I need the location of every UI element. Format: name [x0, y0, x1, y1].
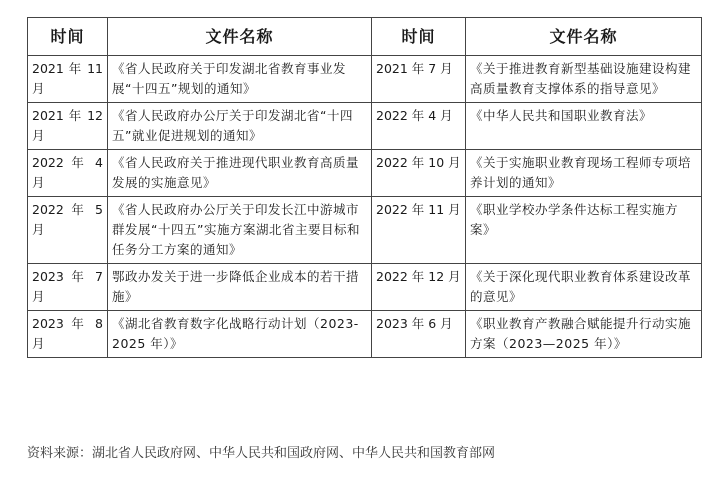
cell-document-right: 《关于推进教育新型基础设施建设构建高质量教育支撑体系的指导意见》 — [466, 56, 702, 103]
table-body — [28, 56, 702, 358]
cell-time-left: 2021 年 11 月 — [28, 56, 108, 103]
header-time-left: 时间 — [28, 18, 108, 56]
cell-document-left: 《省人民政府关于推进现代职业教育高质量发展的实施意见》 — [108, 150, 372, 197]
table-row — [28, 150, 702, 197]
cell-time-right: 2022 年 11 月 — [372, 197, 466, 264]
cell-time-right: 2023 年 6 月 — [372, 311, 466, 358]
header-name-left: 文件名称 — [108, 18, 372, 56]
table-row — [28, 56, 702, 103]
source-note: 资料来源：湖北省人民政府网、中华人民共和国政府网、中华人民共和国教育部网 — [27, 446, 496, 461]
cell-document-right: 《职业教育产教融合赋能提升行动实施方案（2023—2025 年）》 — [466, 311, 702, 358]
cell-time-left: 2021 年 12 月 — [28, 103, 108, 150]
table-row — [28, 103, 702, 150]
cell-document-left: 《省人民政府办公厅关于印发长江中游城市群发展“十四五”实施方案湖北省主要目标和任务分工方案的通知》 — [108, 197, 372, 264]
cell-document-left: 《省人民政府关于印发湖北省教育事业发展“十四五”规划的通知》 — [108, 56, 372, 103]
cell-document-left: 《省人民政府办公厅关于印发湖北省“十四五”就业促进规划的通知》 — [108, 103, 372, 150]
table-row — [28, 311, 702, 358]
cell-document-right: 《中华人民共和国职业教育法》 — [466, 103, 702, 150]
cell-time-right: 2022 年 10 月 — [372, 150, 466, 197]
policy-table — [27, 17, 702, 358]
header-time-right: 时间 — [372, 18, 466, 56]
table-row — [28, 264, 702, 311]
cell-time-left: 2022 年 5 月 — [28, 197, 108, 264]
cell-document-right: 《关于深化现代职业教育体系建设改革的意见》 — [466, 264, 702, 311]
table-header — [28, 18, 702, 56]
table-row — [28, 197, 702, 264]
cell-time-right: 2022 年 12 月 — [372, 264, 466, 311]
cell-document-left: 鄂政办发关于进一步降低企业成本的若干措施》 — [108, 264, 372, 311]
cell-time-left: 2023 年 8 月 — [28, 311, 108, 358]
cell-document-left: 《湖北省教育数字化战略行动计划（2023-2025 年）》 — [108, 311, 372, 358]
cell-time-left: 2022 年 4 月 — [28, 150, 108, 197]
cell-document-right: 《职业学校办学条件达标工程实施方案》 — [466, 197, 702, 264]
header-name-right: 文件名称 — [466, 18, 702, 56]
header-row — [28, 18, 702, 56]
cell-time-left: 2023 年 7 月 — [28, 264, 108, 311]
cell-time-right: 2021 年 7 月 — [372, 56, 466, 103]
cell-time-right: 2022 年 4 月 — [372, 103, 466, 150]
cell-document-right: 《关于实施职业教育现场工程师专项培养计划的通知》 — [466, 150, 702, 197]
